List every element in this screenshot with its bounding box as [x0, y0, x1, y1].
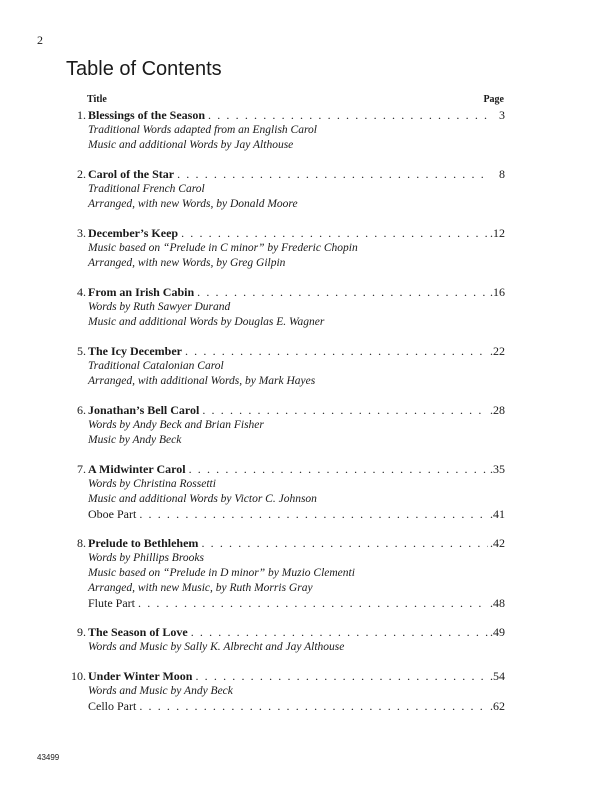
entry-title: Jonathan’s Bell Carol: [88, 403, 200, 417]
entry-number: 2.: [77, 167, 86, 181]
entry-number: 8.: [77, 536, 86, 550]
toc-entry: [68, 403, 505, 448]
entry-page: .28: [490, 403, 505, 417]
toc-entry: [68, 285, 505, 330]
entry-credit: Arranged, with new Words, by Greg Gilpin: [88, 257, 286, 269]
entry-page: 3: [499, 108, 505, 122]
dot-leader: [139, 699, 488, 714]
part-line[interactable]: [68, 699, 505, 714]
toc-entry-line[interactable]: [68, 344, 505, 359]
entry-title: Carol of the Star: [88, 167, 175, 181]
part-page: .48: [490, 596, 505, 610]
entry-number: 9.: [77, 625, 86, 639]
entry-credit: Music and additional Words by Jay Althouse: [88, 139, 294, 151]
toc-entry: [68, 226, 505, 271]
entry-page: .16: [490, 285, 505, 299]
entry-number: 5.: [77, 344, 86, 358]
part-line[interactable]: [68, 596, 505, 611]
entry-title: Prelude to Bethlehem: [88, 536, 199, 550]
column-header-title: Title: [87, 94, 107, 105]
entry-credit: Music based on “Prelude in D minor” by Muzio Clementi: [88, 567, 355, 579]
entry-number: 6.: [77, 403, 86, 417]
part-line[interactable]: [68, 507, 505, 522]
entry-page: 8: [499, 167, 505, 181]
column-header-page: Page: [483, 94, 504, 105]
toc-entry: [68, 344, 505, 389]
toc-entry-line[interactable]: [68, 625, 505, 640]
entry-title: The Icy December: [88, 344, 182, 358]
dot-leader: [189, 462, 488, 477]
entry-credit: Traditional Catalonian Carol: [88, 360, 224, 372]
entry-credit: Arranged, with new Words, by Donald Moore: [88, 198, 298, 210]
entry-page: .42: [490, 536, 505, 550]
entry-page: .12: [490, 226, 505, 240]
entry-number: 7.: [77, 462, 86, 476]
entry-title: December’s Keep: [88, 226, 179, 240]
entry-page: .22: [490, 344, 505, 358]
toc-entry-line[interactable]: [68, 669, 505, 684]
entry-credit: Music and additional Words by Victor C. Johnson: [88, 493, 317, 505]
toc-entry: [68, 167, 505, 212]
toc-entry-line[interactable]: [68, 285, 505, 300]
entry-title: The Season of Love: [88, 625, 188, 639]
toc-entry-line[interactable]: [68, 536, 505, 551]
entry-credit: Words and Music by Andy Beck: [88, 685, 233, 697]
entry-title: From an Irish Cabin: [88, 285, 195, 299]
entry-page: .35: [490, 462, 505, 476]
toc-entry-line[interactable]: [68, 462, 505, 477]
entry-credit: Traditional Words adapted from an English Carol: [88, 124, 317, 136]
entry-credit: Arranged, with new Music, by Ruth Morris Gray: [88, 582, 313, 594]
entry-number: 1.: [77, 108, 86, 122]
toc-entry: [68, 462, 505, 522]
dot-leader: [191, 625, 488, 640]
entry-credit: Traditional French Carol: [88, 183, 205, 195]
dot-leader: [195, 669, 488, 684]
entry-title: Under Winter Moon: [88, 669, 193, 683]
part-page: .41: [490, 507, 505, 521]
dot-leader: [201, 536, 488, 551]
entry-credit: Music based on “Prelude in C minor” by Frederic Chopin: [88, 242, 358, 254]
entry-number: 10.: [71, 669, 86, 683]
dot-leader: [202, 403, 488, 418]
entry-credit: Music by Andy Beck: [88, 434, 182, 446]
entry-credit: Words by Andy Beck and Brian Fisher: [88, 419, 264, 431]
entry-number: 4.: [77, 285, 86, 299]
part-label: Cello Part: [88, 699, 137, 713]
dot-leader: [138, 596, 488, 611]
entry-title: A Midwinter Carol: [88, 462, 186, 476]
dot-leader: [197, 285, 488, 300]
toc-entry: [68, 669, 505, 714]
entry-title: Blessings of the Season: [88, 108, 206, 122]
entry-credit: Words by Christina Rossetti: [88, 478, 216, 490]
dot-leader: [208, 108, 490, 123]
entry-credit: Music and additional Words by Douglas E. Wagner: [88, 316, 325, 328]
entry-page: .49: [490, 625, 505, 639]
part-page: .62: [490, 699, 505, 713]
page-number: 2: [37, 33, 43, 47]
toc-entry: [68, 536, 505, 611]
toc-list: [68, 108, 505, 728]
toc-entry-line[interactable]: [68, 403, 505, 418]
entry-credit: Words and Music by Sally K. Albrecht and Jay Althouse: [88, 641, 345, 653]
part-label: Flute Part: [88, 596, 135, 610]
footer-code: 43499: [37, 753, 60, 762]
entry-number: 3.: [77, 226, 86, 240]
entry-page: .54: [490, 669, 505, 683]
toc-entry-line[interactable]: [68, 226, 505, 241]
entry-credit: Words by Ruth Sawyer Durand: [88, 301, 231, 313]
page-title: Table of Contents: [66, 58, 222, 80]
toc-entry-line[interactable]: [68, 167, 505, 182]
dot-leader: [185, 344, 488, 359]
dot-leader: [181, 226, 488, 241]
dot-leader: [139, 507, 488, 522]
toc-entry-line[interactable]: [68, 108, 505, 123]
part-label: Oboe Part: [88, 507, 137, 521]
dot-leader: [177, 167, 490, 182]
entry-credit: Arranged, with additional Words, by Mark Hayes: [88, 375, 316, 387]
toc-entry: [68, 625, 505, 655]
toc-entry: [68, 108, 505, 153]
entry-credit: Words by Phillips Brooks: [88, 552, 204, 564]
